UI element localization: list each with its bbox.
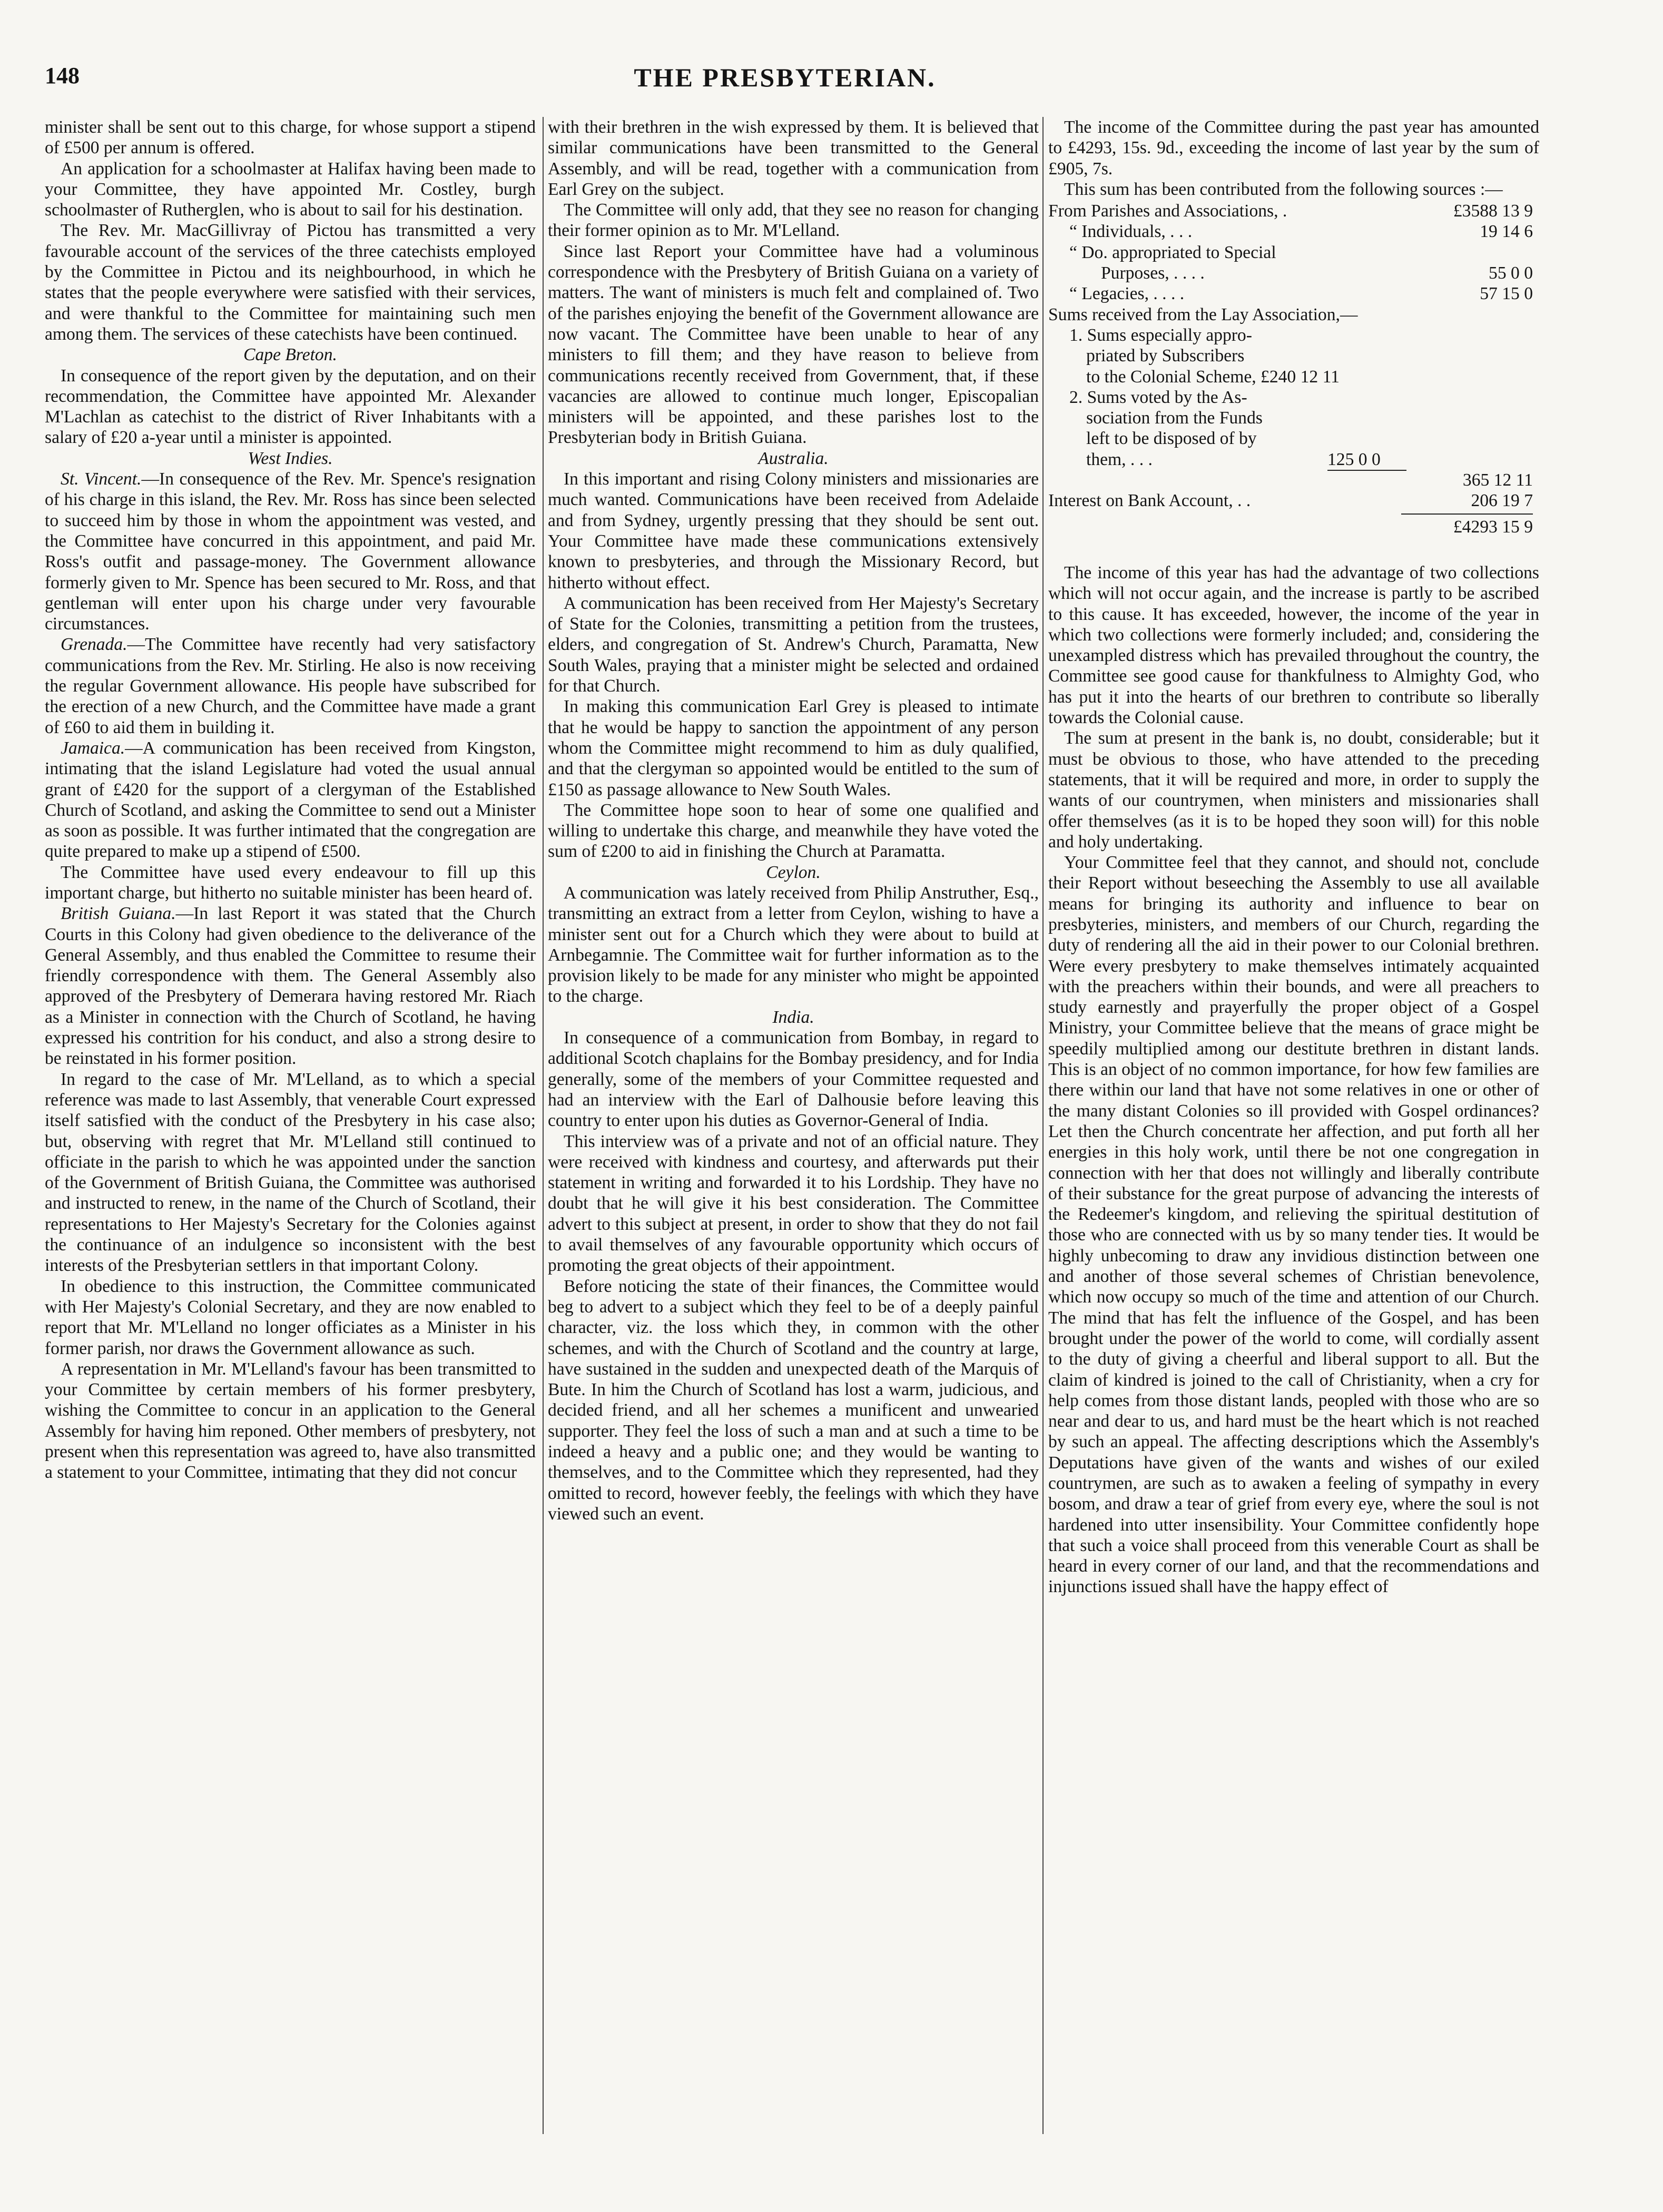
account-label: Sums received from the Lay Association,— [1048,304,1358,324]
paragraph: The income of the Committee during the past year has amounted to £4293, 15s. 9d., exceeding the income of last year by the sum of £905, 7s. [1048,117,1539,179]
section-heading: Cape Breton. [243,345,337,365]
text-column-1 [45,117,536,2160]
account-amount: £3588 13 9 [1453,201,1533,221]
account-amount: 55 0 0 [1489,263,1533,283]
running-title: THE PRESBYTERIAN. [634,63,936,92]
paragraph: The Committee have used every endeavour to fill up this important charge, but hitherto no suitable minister has been heard of. [45,862,536,903]
paragraph: The sum at present in the bank is, no doubt, considerable; but it must be obvious to those, who have attended to the preceding statements, that it will be required and more, in order to supply the wants of our countrymen, when ministers and missionaries shall offer themselves (as it is to be hoped they soon will) for this noble and holy undertaking. [1048,728,1539,852]
subsection-lead: St. Vincent. [61,469,142,489]
paragraph-text: —In last Report it was stated that the Church Courts in this Colony had given obedience to the deliverance of the General Assembly, and thus enabled the Committee to resume their friendly correspondence with them. The General Assembly also approved of the Presbytery of Demerara having restored Mr. Riach as a Minister in connection with the Church of Scotland, he having expressed his contrition for his conduct, and also a strong desire to be reinstated in his former position. [45,904,536,1069]
column-divider [543,117,544,2134]
text-column-2 [548,117,1039,2160]
paragraph: The Rev. Mr. MacGillivray of Pictou has transmitted a very favourable account of the services of the three catechists employed by the Committee in Pictou and its neighbourhood, in which he states that the people everywhere were satisfied with their services, and were thankful to the Committee for maintaining such men among them. The services of these catechists have been continued. [45,221,536,344]
paragraph-text: —A communication has been received from Kingston, intimating that the island Legislature had voted the usual annual grant of £420 for the support of a clergyman of the Established Church of Scotland, and asking the Committee to send out a Minister as soon as possible. It was further intimated that the congregation are quite prepared to make up a stipend of £500. [45,738,536,862]
text-column-3 [1048,117,1539,2160]
account-amount: 206 19 7 [1471,491,1533,511]
total-rule [1048,511,1539,517]
account-total: £4293 15 9 [1453,517,1533,537]
account-amount: 365 12 11 [1462,470,1533,490]
paragraph [45,634,536,737]
paragraph: with their brethren in the wish expressed by them. It is believed that similar communications have been transmitted to the General Assembly, and will be read, together with a communication from Earl Grey on the subject. [548,117,1039,199]
account-total-row [1048,517,1539,537]
paragraph: A representation in Mr. M'Lelland's favour has been transmitted to your Committee by certain members of his former presbytery, wishing the Committee to concur in an application to the General Assembly for having him reponed. Other members of presbytery, not present when this representation was agreed to, have also transmitted a statement to your Committee, intimating that they did not concur [45,1359,536,1483]
paragraph: Before noticing the state of their finances, the Committee would beg to advert to a subject which they feel to be of a deeply painful character, viz. the loss which they, in common with the other schemes, and with the Church of Scotland and the country at large, have sustained in the sudden and unexpected death of the Marquis of Bute. In him the Church of Scotland has lost a warm, judicious, and decided friend, and all her schemes a munificent and unwearied supporter. They feel the loss of such a man and at such a time to be indeed a heavy and a public one; and they would be wanting to themselves, and to the Committee which they represented, had they omitted to record, however feebly, the feelings with which they have viewed such an event. [548,1276,1039,1524]
account-label: 1. Sums especially appro- [1069,325,1252,345]
account-label: them, . . . [1086,449,1153,469]
account-label: From Parishes and Associations, . [1048,201,1287,221]
account-label: 2. Sums voted by the As- [1069,387,1247,407]
section-heading: Ceylon. [766,862,821,882]
paragraph: In consequence of the report given by the deputation, and on their recommendation, the Committee have appointed Mr. Alexander M'Lachlan as catechist to the district of River Inhabitants with a salary of £20 a-year until a minister is appointed. [45,366,536,448]
section-heading: West Indies. [248,448,333,468]
subsection-lead: Jamaica. [61,738,125,758]
account-row [1048,367,1539,387]
account-row [1048,428,1539,449]
account-row [1048,283,1539,304]
account-label: Interest on Bank Account, . . [1048,491,1251,511]
paragraph: A communication has been received from Her Majesty's Secretary of State for the Colonies, transmitting a petition from the trustees, elders, and congregation of St. Andrew's Church, Paramatta, New South Wales, praying that a minister might be selected and ordained for that Church. [548,593,1039,696]
account-row [1048,242,1539,263]
account-amount: 19 14 6 [1480,222,1533,242]
paragraph: This interview was of a private and not of an official nature. They were received with kindness and courtesy, and afterwards put their statement in writing and forwarded it to his Lordship. They have no doubt that he will give it his best consideration. The Committee advert to this subject at present, in order to show that they do not fail to avail themselves of any favourable opportunity which occurs of promoting the great objects of their appointment. [548,1131,1039,1276]
account-label: priated by Subscribers [1086,346,1245,366]
paragraph [45,903,536,1069]
account-label: to the Colonial Scheme, £240 12 11 [1086,367,1340,387]
income-account-table [1048,201,1539,537]
paragraph: An application for a schoolmaster at Halifax having been made to your Committee, they have appointed Mr. Costley, burgh schoolmaster of Rutherglen, who is about to sail for his destination. [45,159,536,220]
paragraph [45,469,536,634]
paragraph-text: —The Committee have recently had very satisfactory communications from the Rev. Mr. Stirling. He also is now receiving the regular Government allowance. His people have subscribed for the erection of a new Church, and the Committee have made a grant of £60 to aid them in building it. [45,635,536,737]
account-row [1048,387,1539,408]
page-number: 148 [45,63,80,88]
subsection-lead: British Guiana. [61,904,176,924]
account-label: “ Do. appropriated to Special [1069,242,1276,262]
account-subamount: 125 0 0 [1327,449,1381,469]
account-label: left to be disposed of by [1086,429,1257,449]
paragraph: Since last Report your Committee have had a voluminous correspondence with the Presbytery of British Guiana on a variety of matters. The want of ministers is much felt and complained of. Two of the parishes enjoying the benefit of the Government allowance are now vacant. The Committee have been unable to hear of any ministers to fill them; and they have reason to believe from communications recently received from Government, that, if these vacancies are allowed to continue much longer, Episcopalian ministers will be appointed, and these parishes lost to the Presbyterian body in British Guiana. [548,241,1039,448]
subtotal-rule [1327,470,1406,471]
section-heading: India. [772,1007,814,1027]
account-label: sociation from the Funds [1086,408,1263,428]
section-heading: Australia. [758,448,829,468]
paragraph: In making this communication Earl Grey is pleased to intimate that he would be happy to sanction the appointment of any person whom the Committee might recommend to him as duly qualified, and that the clergyman so appointed would be entitled to the sum of £150 as passage allowance to New South Wales. [548,697,1039,799]
paragraph: A communication was lately received from Philip Anstruther, Esq., transmitting an extract from a letter from Ceylon, wishing to have a minister sent out for a Church which they were about to build at Arnbegamnie. The Committee wait for further information as to the provision likely to be made for any minister who might be appointed to the charge. [548,883,1039,1006]
paragraph-text: —In consequence of the Rev. Mr. Spence's resignation of his charge in this island, the Rev. Mr. Ross has since been selected to succeed him by those in whom the appointment was vested, and the Committee have concurred in this appointment, and paid Mr. Ross's outfit and passage-money. The Government allowance formerly given to Mr. Spence has been secured to Mr. Ross, and that gentleman will enter upon his charge under very favourable circumstances. [45,469,536,634]
account-row [1048,325,1539,345]
subsection-lead: Grenada. [61,635,127,655]
paragraph: In obedience to this instruction, the Committee communicated with Her Majesty's Colonial Secretary, and they are now enabled to report that Mr. M'Lelland no longer officiates as a Minister in his former parish, nor draws the Government allowance as such. [45,1276,536,1358]
account-row [1048,221,1539,242]
paragraph: minister shall be sent out to this charge, for whose support a stipend of £500 per annum is offered. [45,117,536,158]
account-row [1048,470,1539,490]
account-row [1048,449,1539,470]
account-label: “ Individuals, . . . [1069,222,1193,242]
account-row [1048,490,1539,511]
paragraph: The Committee hope soon to hear of some one qualified and willing to undertake this charge, and meanwhile they have voted the sum of £200 to aid in finishing the Church at Paramatta. [548,800,1039,862]
paragraph: This sum has been contributed from the following sources :— [1064,179,1503,199]
paragraph: In regard to the case of Mr. M'Lelland, as to which a special reference was made to last Assembly, that venerable Court expressed itself satisfied with the conduct of the Presbytery in his case also; but, observing with regret that Mr. M'Lelland still continued to officiate in the parish to which he was appointed under the sanction of the Government of British Guiana, the Committee was authorised and instructed to renew, in the name of the Church of Scotland, their representations to Her Majesty's Secretary for the Colonies against the continuance of an indulgence so inconsistent with the best interests of the Presbyterian settlers in that important Colony. [45,1069,536,1276]
column-divider [1042,117,1044,2134]
paragraph: In this important and rising Colony ministers and missionaries are much wanted. Communications have been received from Adelaide and from Sydney, urgently pressing that they should be sent out. Your Committee have made these communications extensively known to presbyteries, and through the Missionary Record, but hitherto without effect. [548,469,1039,592]
account-row [1048,304,1539,325]
paragraph: In consequence of a communication from Bombay, in regard to additional Scotch chaplains for the Bombay presidency, and for India generally, some of the members of your Committee requested and had an interview with the Earl of Dalhousie before leaving this country to enter upon his duties as Governor-General of India. [548,1028,1039,1131]
paragraph [45,738,536,862]
paragraph: The Committee will only add, that they see no reason for changing their former opinion as to Mr. M'Lelland. [548,200,1039,241]
paragraph: The income of this year has had the advantage of two collections which will not occur again, and the increase is partly to be ascribed to this cause. It has exceeded, however, the income of the year in which two collections were formerly included; and, considering the unexampled distress which has prevailed throughout the country, the Committee see good cause for thankfulness to Almighty God, who has put it into the hearts of our brethren to contribute so liberally towards the Colonial cause. [1048,562,1539,728]
account-row [1048,408,1539,428]
page-header [45,62,1525,94]
account-row [1048,263,1539,283]
account-amount: 57 15 0 [1480,284,1533,304]
account-label: Purposes, . . . . [1101,263,1205,283]
paragraph: Your Committee feel that they cannot, and should not, conclude their Report without beseeching the Assembly to use all available means for bringing its authority and influence to bear on presbyteries, ministers, and members of our Church, regarding the duty of rendering all the aid in their power to our Colonial brethren. Were every presbytery to make themselves intimately acquainted with the preachers within their bounds, and were all preachers to study earnestly and prayerfully the proper object of a Gospel Ministry, your Committee believe that the means of grace might be speedily multiplied among our destitute brethren in distant lands. This is an object of no common importance, for how few families are there within our land that have not some relatives in one or other of the many distant Colonies so ill provided with Gospel ordinances? Let then the Church concentrate her affection, and put forth all her energies in this holy work, until there be not one congregation in connection with her that does not willingly and liberally contribute of their substance for the great purpose of advancing the interests of the Redeemer's kingdom, and relieving the spiritual destitution of those who are connected with us by so many tender ties. It would be highly unbecoming to draw any invidious distinction between one and another of those several schemes of Christian benevolence, which now occupy so much of the time and attention of our Church. The mind that has felt the influence of the Gospel, and has been brought under the power of the world to come, will cordially assent to the duty of giving a cheerful and liberal support to all. But the claim of kindred is joined to the call of Christianity, when a cry for help comes from those distant lands, peopled with those who are so near and dear to us, and hard must be the heart which is not reached by such an appeal. The affecting descriptions which the Assembly's Deputations have given of the wants and wishes of our exiled countrymen, are such as to awaken a feeling of sympathy in every bosom, and draw a tear of grief from every eye, where the soul is not hardened into utter insensibility. Your Committee confidently hope that such a voice shall proceed from this venerable Court as shall be heard in every corner of our land, and that the recommendations and injunctions issued shall have the happy effect of [1048,853,1539,1597]
account-label: “ Legacies, . . . . [1069,284,1185,304]
account-row [1048,345,1539,366]
account-row [1048,201,1539,221]
